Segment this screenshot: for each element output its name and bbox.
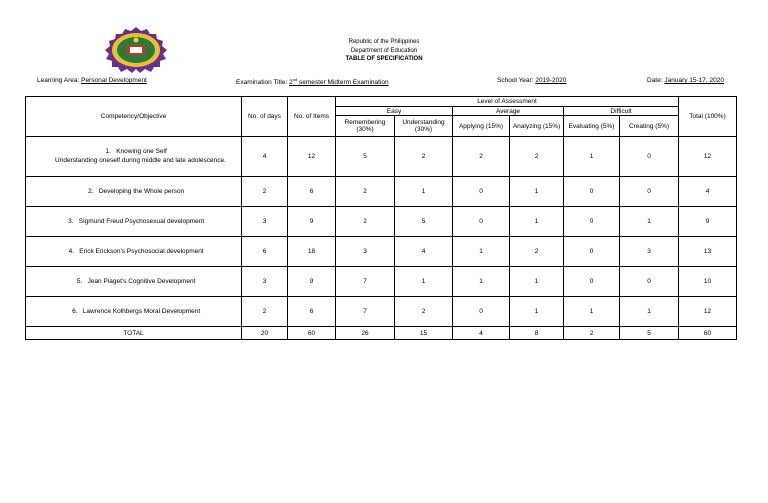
understanding-cell: 1 xyxy=(395,267,453,297)
competency-text: Lawrence Kolhbergs Moral Development xyxy=(82,308,201,315)
remembering-cell: 7 xyxy=(336,297,395,327)
total-cell: 4 xyxy=(679,177,737,207)
analyzing-cell: 1 xyxy=(510,207,564,237)
header-level-of-assessment: Level of Assessment xyxy=(336,97,679,107)
evaluating-cell: 0 xyxy=(564,177,620,207)
understanding-cell: 1 xyxy=(395,177,453,207)
applying-cell: 0 xyxy=(453,297,510,327)
evaluating-cell: 0 xyxy=(564,267,620,297)
competency-text: Knowing one Self xyxy=(116,148,167,155)
republic-label: Republic of the Philippines xyxy=(348,39,420,45)
applying-cell: 0 xyxy=(453,177,510,207)
exam-title-label: Examination Title: xyxy=(236,79,288,87)
days-cell: 3 xyxy=(242,207,288,237)
competency-cell xyxy=(26,137,242,177)
exam-title-num: 2 xyxy=(289,79,293,87)
applying-cell: 1 xyxy=(453,267,510,297)
total-items: 60 xyxy=(288,327,336,340)
days-cell: 6 xyxy=(242,237,288,267)
competency-text: Erick Erickson's Psychosocial development xyxy=(79,248,204,255)
header-analyzing: Analyzing (15%) xyxy=(510,116,564,137)
total-cell: 10 xyxy=(679,267,737,297)
header-remembering: Remembering (30%) xyxy=(336,116,395,137)
learning-area-value: Personal Development xyxy=(81,77,147,84)
row-number: 5. xyxy=(76,278,83,285)
creating-cell: 3 xyxy=(620,237,679,267)
competency-cell xyxy=(26,237,242,267)
items-cell: 18 xyxy=(288,237,336,267)
exam-title-rest: semester Midterm Examination xyxy=(297,79,389,87)
table-row xyxy=(26,237,737,267)
competency-subtext: Understanding oneself during middle and late adolescence. xyxy=(55,157,226,164)
total-cell: 12 xyxy=(679,297,737,327)
analyzing-cell: 1 xyxy=(510,297,564,327)
evaluating-cell: 0 xyxy=(564,237,620,267)
total-label: TOTAL xyxy=(26,327,242,340)
applying-cell: 2 xyxy=(453,137,510,177)
evaluating-cell: 1 xyxy=(564,137,620,177)
items-cell: 6 xyxy=(288,177,336,207)
department-label: Department of Education xyxy=(350,47,418,54)
document-header xyxy=(284,38,484,64)
remembering-cell: 3 xyxy=(336,237,395,267)
remembering-cell: 2 xyxy=(336,177,395,207)
header-items: No. of Items xyxy=(288,97,336,137)
items-cell: 9 xyxy=(288,267,336,297)
competency-cell xyxy=(26,267,242,297)
analyzing-cell: 2 xyxy=(510,137,564,177)
understanding-cell: 2 xyxy=(395,297,453,327)
analyzing-cell: 1 xyxy=(510,177,564,207)
header-understanding: Understanding (30%) xyxy=(395,116,453,137)
analyzing-cell: 2 xyxy=(510,237,564,267)
date-label: Date: xyxy=(647,77,663,84)
header-competency: Competency/Objective xyxy=(26,97,242,137)
competency-cell xyxy=(26,297,242,327)
remembering-cell: 2 xyxy=(336,207,395,237)
total-analyzing: 8 xyxy=(510,327,564,340)
total-understanding: 15 xyxy=(395,327,453,340)
exam-title-sup: nd xyxy=(292,77,298,82)
items-cell: 12 xyxy=(288,137,336,177)
total-cell: 12 xyxy=(679,137,737,177)
analyzing-cell: 1 xyxy=(510,267,564,297)
competency-cell xyxy=(26,177,242,207)
row-number: 4. xyxy=(68,248,74,255)
creating-cell: 0 xyxy=(620,267,679,297)
total-remembering: 26 xyxy=(336,327,395,340)
school-year xyxy=(497,77,566,84)
competency-text: Developing the Whole person xyxy=(98,188,185,195)
days-cell: 4 xyxy=(242,137,288,177)
header-evaluating: Evaluating (5%) xyxy=(564,116,620,137)
header-total: Total (100%) xyxy=(679,97,737,137)
days-cell: 2 xyxy=(242,177,288,207)
row-number: 1. xyxy=(105,148,111,155)
row-number: 3. xyxy=(68,218,74,225)
deped-seal xyxy=(100,26,172,74)
understanding-cell: 2 xyxy=(395,137,453,177)
total-overall: 60 xyxy=(679,327,737,340)
header-easy: Easy xyxy=(336,107,453,116)
learning-area xyxy=(37,77,147,84)
evaluating-cell: 1 xyxy=(564,297,620,327)
table-row xyxy=(26,207,737,237)
header-applying: Applying (15%) xyxy=(453,116,510,137)
document-title: TABLE OF SPECIFICATION xyxy=(345,56,423,62)
school-year-value: 2019-2020 xyxy=(535,77,567,84)
days-cell: 2 xyxy=(242,297,288,327)
row-number: 6. xyxy=(72,308,78,315)
creating-cell: 1 xyxy=(620,297,679,327)
remembering-cell: 7 xyxy=(336,267,395,297)
table-row xyxy=(26,267,737,297)
total-days: 20 xyxy=(242,327,288,340)
specification-table xyxy=(25,96,737,340)
competency-text: Jean Piaget's Cognitive Development xyxy=(87,278,196,285)
applying-cell: 0 xyxy=(453,207,510,237)
table-row xyxy=(26,297,737,327)
total-row xyxy=(26,327,737,340)
learning-area-label: Learning Area: xyxy=(37,77,80,84)
header-creating: Creating (5%) xyxy=(620,116,679,137)
evaluating-cell: 0 xyxy=(564,207,620,237)
total-creating: 5 xyxy=(620,327,679,340)
header-days: No. of days xyxy=(242,97,288,137)
total-cell: 13 xyxy=(679,237,737,267)
understanding-cell: 5 xyxy=(395,207,453,237)
applying-cell: 1 xyxy=(453,237,510,267)
items-cell: 9 xyxy=(288,207,336,237)
competency-text: Sigmund Freud Psychosexual development xyxy=(78,218,205,225)
items-cell: 6 xyxy=(288,297,336,327)
remembering-cell: 5 xyxy=(336,137,395,177)
table-row xyxy=(26,137,737,177)
examination-title xyxy=(236,77,389,86)
creating-cell: 0 xyxy=(620,137,679,177)
header-average: Average xyxy=(453,107,564,116)
total-applying: 4 xyxy=(453,327,510,340)
competency-cell xyxy=(26,207,242,237)
creating-cell: 0 xyxy=(620,177,679,207)
exam-title-value xyxy=(289,79,388,86)
row-number: 2. xyxy=(88,188,94,195)
school-year-label: School Year: xyxy=(497,77,534,84)
understanding-cell: 4 xyxy=(395,237,453,267)
creating-cell: 1 xyxy=(620,207,679,237)
total-cell: 9 xyxy=(679,207,737,237)
days-cell: 3 xyxy=(242,267,288,297)
header-difficult: Difficult xyxy=(564,107,679,116)
table-row xyxy=(26,177,737,207)
date-value: January 15-17, 2020 xyxy=(664,77,724,84)
total-evaluating: 2 xyxy=(564,327,620,340)
exam-date xyxy=(647,77,724,84)
